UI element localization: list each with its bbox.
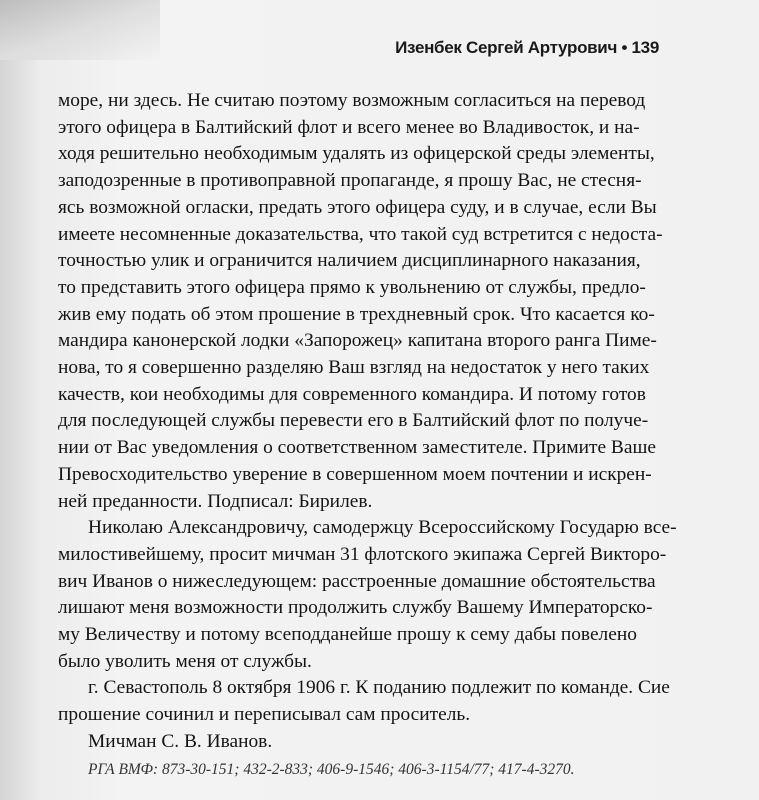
text-line: этого офицера в Балтийский флот и всего менее во Владивосток, и на- [58,116,640,138]
text-line: Николаю Александровичу, самодержцу Всероссийскому Государю все- [88,517,677,539]
text-line: заподозренные в противоправной пропаганде, я прошу Вас, не стесня- [58,170,642,192]
text-line: жив ему подать об этом прошение в трехдневный срок. Что касается ко- [58,303,655,325]
text-line: море, ни здесь. Не считаю поэтому возможным согласиться на перевод [58,90,646,111]
text-line: ясь возможной огласки, предать этого офицера суду, и в случае, если Вы [58,196,657,218]
text-line: Превосходительство уверение в совершенном моем почтении и искрен- [58,463,652,485]
text-line: вич Иванов о нижеследующем: расстроенные домашние обстоятельства [58,570,656,592]
text-line: милостивейшему, просит мичман 31 флотского экипажа Сергей Викторо- [58,543,667,565]
archive-reference: РГА ВМФ: 873-30-151; 432-2-833; 406-9-1546; 406-3-1154/77; 417-4-3270. [88,760,575,778]
text-line: прошение сочинил и переписывал сам проситель. [58,704,471,726]
text-line: нова, то я совершенно разделяю Ваш взгляд на недостаток у него таких [58,357,650,379]
text-line: то представить этого офицера прямо к увольнению от службы, предло- [58,276,646,298]
text-line: лишают меня возможности продолжить службу Вашему Императорско- [58,597,653,619]
paragraph-1 [58,88,690,515]
paragraph-3 [58,675,690,728]
text-line: нии от Вас уведомления о соответственном заместителе. Примите Ваше [58,437,657,459]
body-text [58,88,690,783]
text-line: было уволить меня от службы. [58,650,312,672]
text-line: му Величеству и потому всеподданейше прошу к сему дабы повелено [58,624,637,646]
text-line: ней преданности. Подписал: Бирилев. [58,490,373,512]
text-line: мандира канонерской лодки «Запорожец» капитана второго ранга Пиме- [58,330,657,352]
signature: Мичман С. В. Иванов. [88,730,273,752]
text-line: точностью улик и ограничится наличием дисциплинарного наказания, [58,250,641,272]
text-line: имеете несомненные доказательства, что такой суд встретится с недоста- [58,223,663,245]
running-header: Изенбек Сергей Артурович • 139 [395,38,659,57]
text-line: ходя решительно необходимым удалять из офицерской среды элементы, [58,143,655,165]
text-line: г. Севастополь 8 октября 1906 г. К поданию подлежит по команде. Сие [88,677,670,699]
text-line: качеств, кои необходимы для современного командира. И потому готов [58,383,646,405]
page-shadow [0,0,160,60]
text-line: для последующей службы перевести его в Балтийский флот по получе- [58,410,649,432]
paragraph-2 [58,515,690,675]
